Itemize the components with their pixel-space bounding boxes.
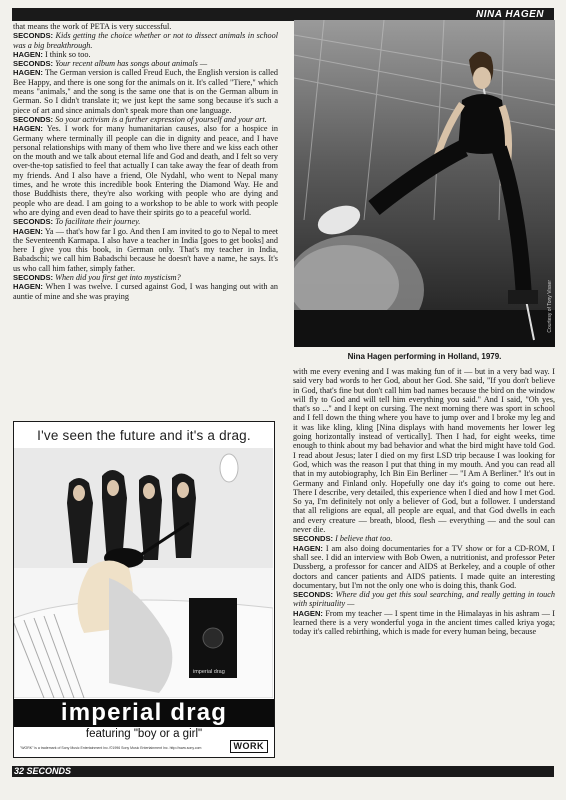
performer-photo-illustration (294, 20, 555, 347)
interview-question (13, 31, 278, 50)
paragraph-text: I believe that too. (335, 534, 393, 544)
interview-answer (293, 544, 555, 590)
interview-question (13, 115, 278, 124)
paragraph-text: Ya — that's how far I go. And then I am invited to go to Nepal to meet the Seventeenth Karmapa. I also have a teacher in India [goes to get books] and here I give you this book, in German only. That's my teacher in India, Babadschi; we call him Babadschi because he doesn't have a name, he says. It's us who call him father, simply father. (13, 226, 278, 273)
paragraph-text: with me every evening and I was making fun of it — but in a very bad way. I said very bad words to her God, about her God. She said, "If you don't believe in God, that's fine but don't call him bad names because the bird on the window will fly to God and will tell him everything you said." And I said, "Oh yes, that's so ..." and I kept on cursing. The next morning there was sport in school and I fell down the thing where you have to jump over and I broke my leg and it was like kling, kling [Nina displays with hand movements her lower leg going horizontally instead of vertically]. Then I had, for eight weeks, time enough to think about my bad behavior and what the bird might have told God. I read about Jesus; later I died on my first LSD trip because I was looking for God, which was the reason I put that thing in my mouth. And you can read all that in my autobiography, Ich Bin Ein Berliner — "I Am A Berliner." It's out in Germany and Finland only. Hopefully one day it's going to come out here. There I describe, very detailed, this experience when I died and how I met God. So ya, I'm definitely not only a believer of God, but a follower. I understand that all religions are equal, all people are equal, and that God dwells in each and every creature — breath, blood, flesh — everything — and the soul can never die. (293, 367, 555, 535)
interview-question (13, 59, 278, 68)
speaker-label: SECONDS: (293, 590, 334, 600)
speaker-label: SECONDS: (13, 59, 54, 69)
speaker-label: SECONDS: (13, 114, 54, 124)
paragraph-text: The German version is called Freud Euch, the English version is called Bee Happy, and there is one song for the animals on it. It's called "Tiere," which means "animals," and the song is the same one that is on the German album in German. So I didn't translate it; we just kept the same song because it's such a piece of art and since animals don't speak more than one language. (13, 68, 278, 115)
speaker-label: HAGEN: (293, 543, 323, 553)
speaker-label: HAGEN: (13, 68, 43, 78)
article-column-right (293, 367, 555, 763)
paragraph-text: So your activism is a further expression of yourself and your art. (55, 114, 267, 124)
speaker-label: SECONDS: (13, 217, 54, 227)
photo-caption: Nina Hagen performing in Holland, 1979. (347, 352, 502, 361)
paragraph-text: To facilitate their journey. (55, 217, 141, 227)
ad-fine-print: "WORK" is a trademark of Sony Music Entertainment Inc./©1996 Sony Music Entertainment Inc. http://www.sony.com (20, 746, 202, 750)
page-folio: 32 SECONDS (14, 766, 72, 776)
album-label: imperial drag (193, 669, 225, 675)
interview-answer (13, 124, 278, 217)
speaker-label: HAGEN: (13, 282, 43, 292)
paragraph-text: I think so too. (45, 49, 91, 59)
speaker-label: HAGEN: (13, 124, 43, 134)
photo-credit: Courtesy of Tony Visser (547, 280, 553, 333)
imperial-drag-advertisement (13, 421, 275, 758)
speaker-label: HAGEN: (13, 49, 43, 59)
interview-answer (13, 50, 278, 59)
interview-answer (13, 227, 278, 273)
paragraph-text: When did you first get into mysticism? (55, 273, 181, 283)
interview-question (13, 273, 278, 282)
paragraph-text: When I was twelve. I cursed against God, I was hanging out with an auntie of mine and she was praying (13, 282, 278, 301)
paragraph-text: that means the work of PETA is very successful. (13, 22, 172, 31)
running-title: NINA HAGEN (476, 9, 544, 20)
paragraph-text: Kids getting the choice whether or not to dissect animals in school was a big breakthrough. (13, 31, 278, 50)
article-column-left (13, 22, 278, 418)
interview-answer (293, 609, 555, 637)
featuring-line: featuring "boy or a girl" (85, 728, 203, 740)
paragraph-text: Your recent album has songs about animals — (55, 59, 208, 69)
paragraph-text: I am also doing documentaries for a TV show or for a CD-ROM, I shall see. I did an interview with Bob Owen, a nutritionist, and professor Peter Dussberg, a professor for cancer and AIDS at Berkeley, and a couple of other doctors and cancer patients and AIDS patients. I made quite an interesting documentary, but I'm not the only one who is doing this, thank God. (293, 543, 555, 590)
ad-slogan: I've seen the future and it's a drag. (37, 428, 251, 443)
interview-answer (13, 282, 278, 301)
speaker-label: SECONDS: (13, 31, 54, 41)
speaker-label: SECONDS: (13, 273, 54, 283)
interview-continuation (293, 367, 555, 534)
band-name: imperial drag (14, 699, 274, 727)
interview-answer (13, 68, 278, 114)
paragraph-text: From my teacher — I spent time in the Himalayas in his ashram — I learned there is a very wonderful yoga in the ancient times called kriya yoga; today it's called rebirthing, which is made for every human being, because (293, 608, 555, 637)
concert-photo (294, 20, 555, 347)
interview-question (293, 590, 555, 609)
speaker-label: HAGEN: (13, 226, 43, 236)
interview-question (293, 534, 555, 543)
speaker-label: SECONDS: (293, 534, 334, 544)
interview-continuation (13, 22, 278, 31)
footer-bar (12, 766, 554, 777)
speaker-label: HAGEN: (293, 608, 323, 618)
band-photo-illustration (14, 448, 273, 698)
paragraph-text: Yes. I work for many humanitarian causes, also for a hospice in Germany where terminally ill people can die in dignity and peace, and I have personal relationships with many of them who live there and we kiss each other on the mouth and we talk about eternal life and God and death, and I felt so very over-the-top satisfied to feel that actually I can take away the fear of death from my friends. And I also have a friend, Ole Nydahl, who went to Nepal many times, and he wrote this incredible book Entering the Diamond Way. He and those Buddhists there, they're also working with people who are dying and people who are dead. I am going to a workshop to be able to work with people who are dying and even dead to have their spirits go to a peaceful world. (13, 124, 278, 217)
work-records-logo: WORK (230, 740, 269, 753)
interview-question (13, 217, 278, 226)
paragraph-text: Where did you get this soul searching, and really getting in touch with spirituality — (293, 590, 555, 609)
